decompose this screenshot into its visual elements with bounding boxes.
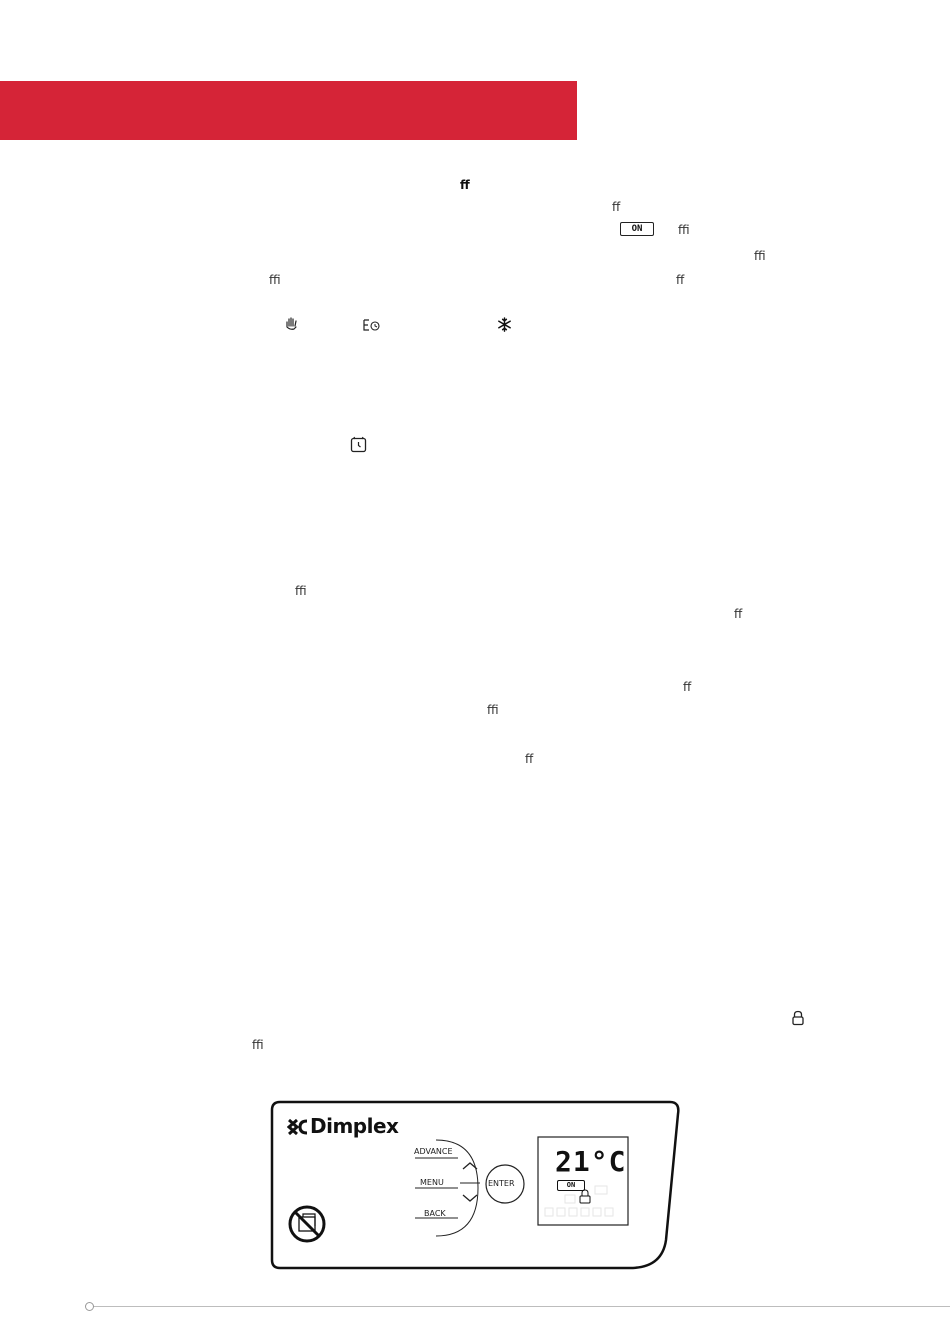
on-status-badge: ON xyxy=(620,222,654,236)
ligature-glyph: ffi xyxy=(754,249,766,263)
footer-dot xyxy=(85,1302,94,1311)
timer-icon xyxy=(350,436,367,453)
ligature-glyph: ff xyxy=(612,200,621,214)
display-on-badge: ON xyxy=(557,1180,585,1191)
menu-button[interactable]: MENU xyxy=(420,1178,444,1187)
ligature-glyph: ff xyxy=(683,680,692,694)
lock-icon xyxy=(791,1010,805,1026)
back-button[interactable]: BACK xyxy=(424,1209,446,1218)
ligature-glyph: ff xyxy=(676,273,685,287)
ligature-glyph: ff xyxy=(460,178,470,192)
ligature-glyph: ffi xyxy=(252,1038,264,1052)
display-temperature: 21°C xyxy=(555,1145,627,1178)
ligature-glyph: ff xyxy=(734,607,743,621)
do-not-cover-icon xyxy=(287,1204,327,1244)
brand-logo-text: Dimplex xyxy=(310,1114,399,1138)
ligature-glyph: ffi xyxy=(269,273,281,287)
hand-icon xyxy=(284,315,300,331)
footer-rule xyxy=(92,1306,950,1307)
dimplex-logo-icon xyxy=(287,1118,309,1136)
snowflake-icon xyxy=(497,317,512,332)
section-header-banner xyxy=(0,81,577,140)
ligature-glyph: ff xyxy=(525,752,534,766)
advance-button[interactable]: ADVANCE xyxy=(414,1147,453,1156)
enter-button[interactable]: ENTER xyxy=(488,1179,515,1188)
ligature-glyph: ffi xyxy=(678,223,690,237)
ligature-glyph: ffi xyxy=(295,584,307,598)
ligature-glyph: ffi xyxy=(487,703,499,717)
eco-timer-icon xyxy=(363,318,381,332)
